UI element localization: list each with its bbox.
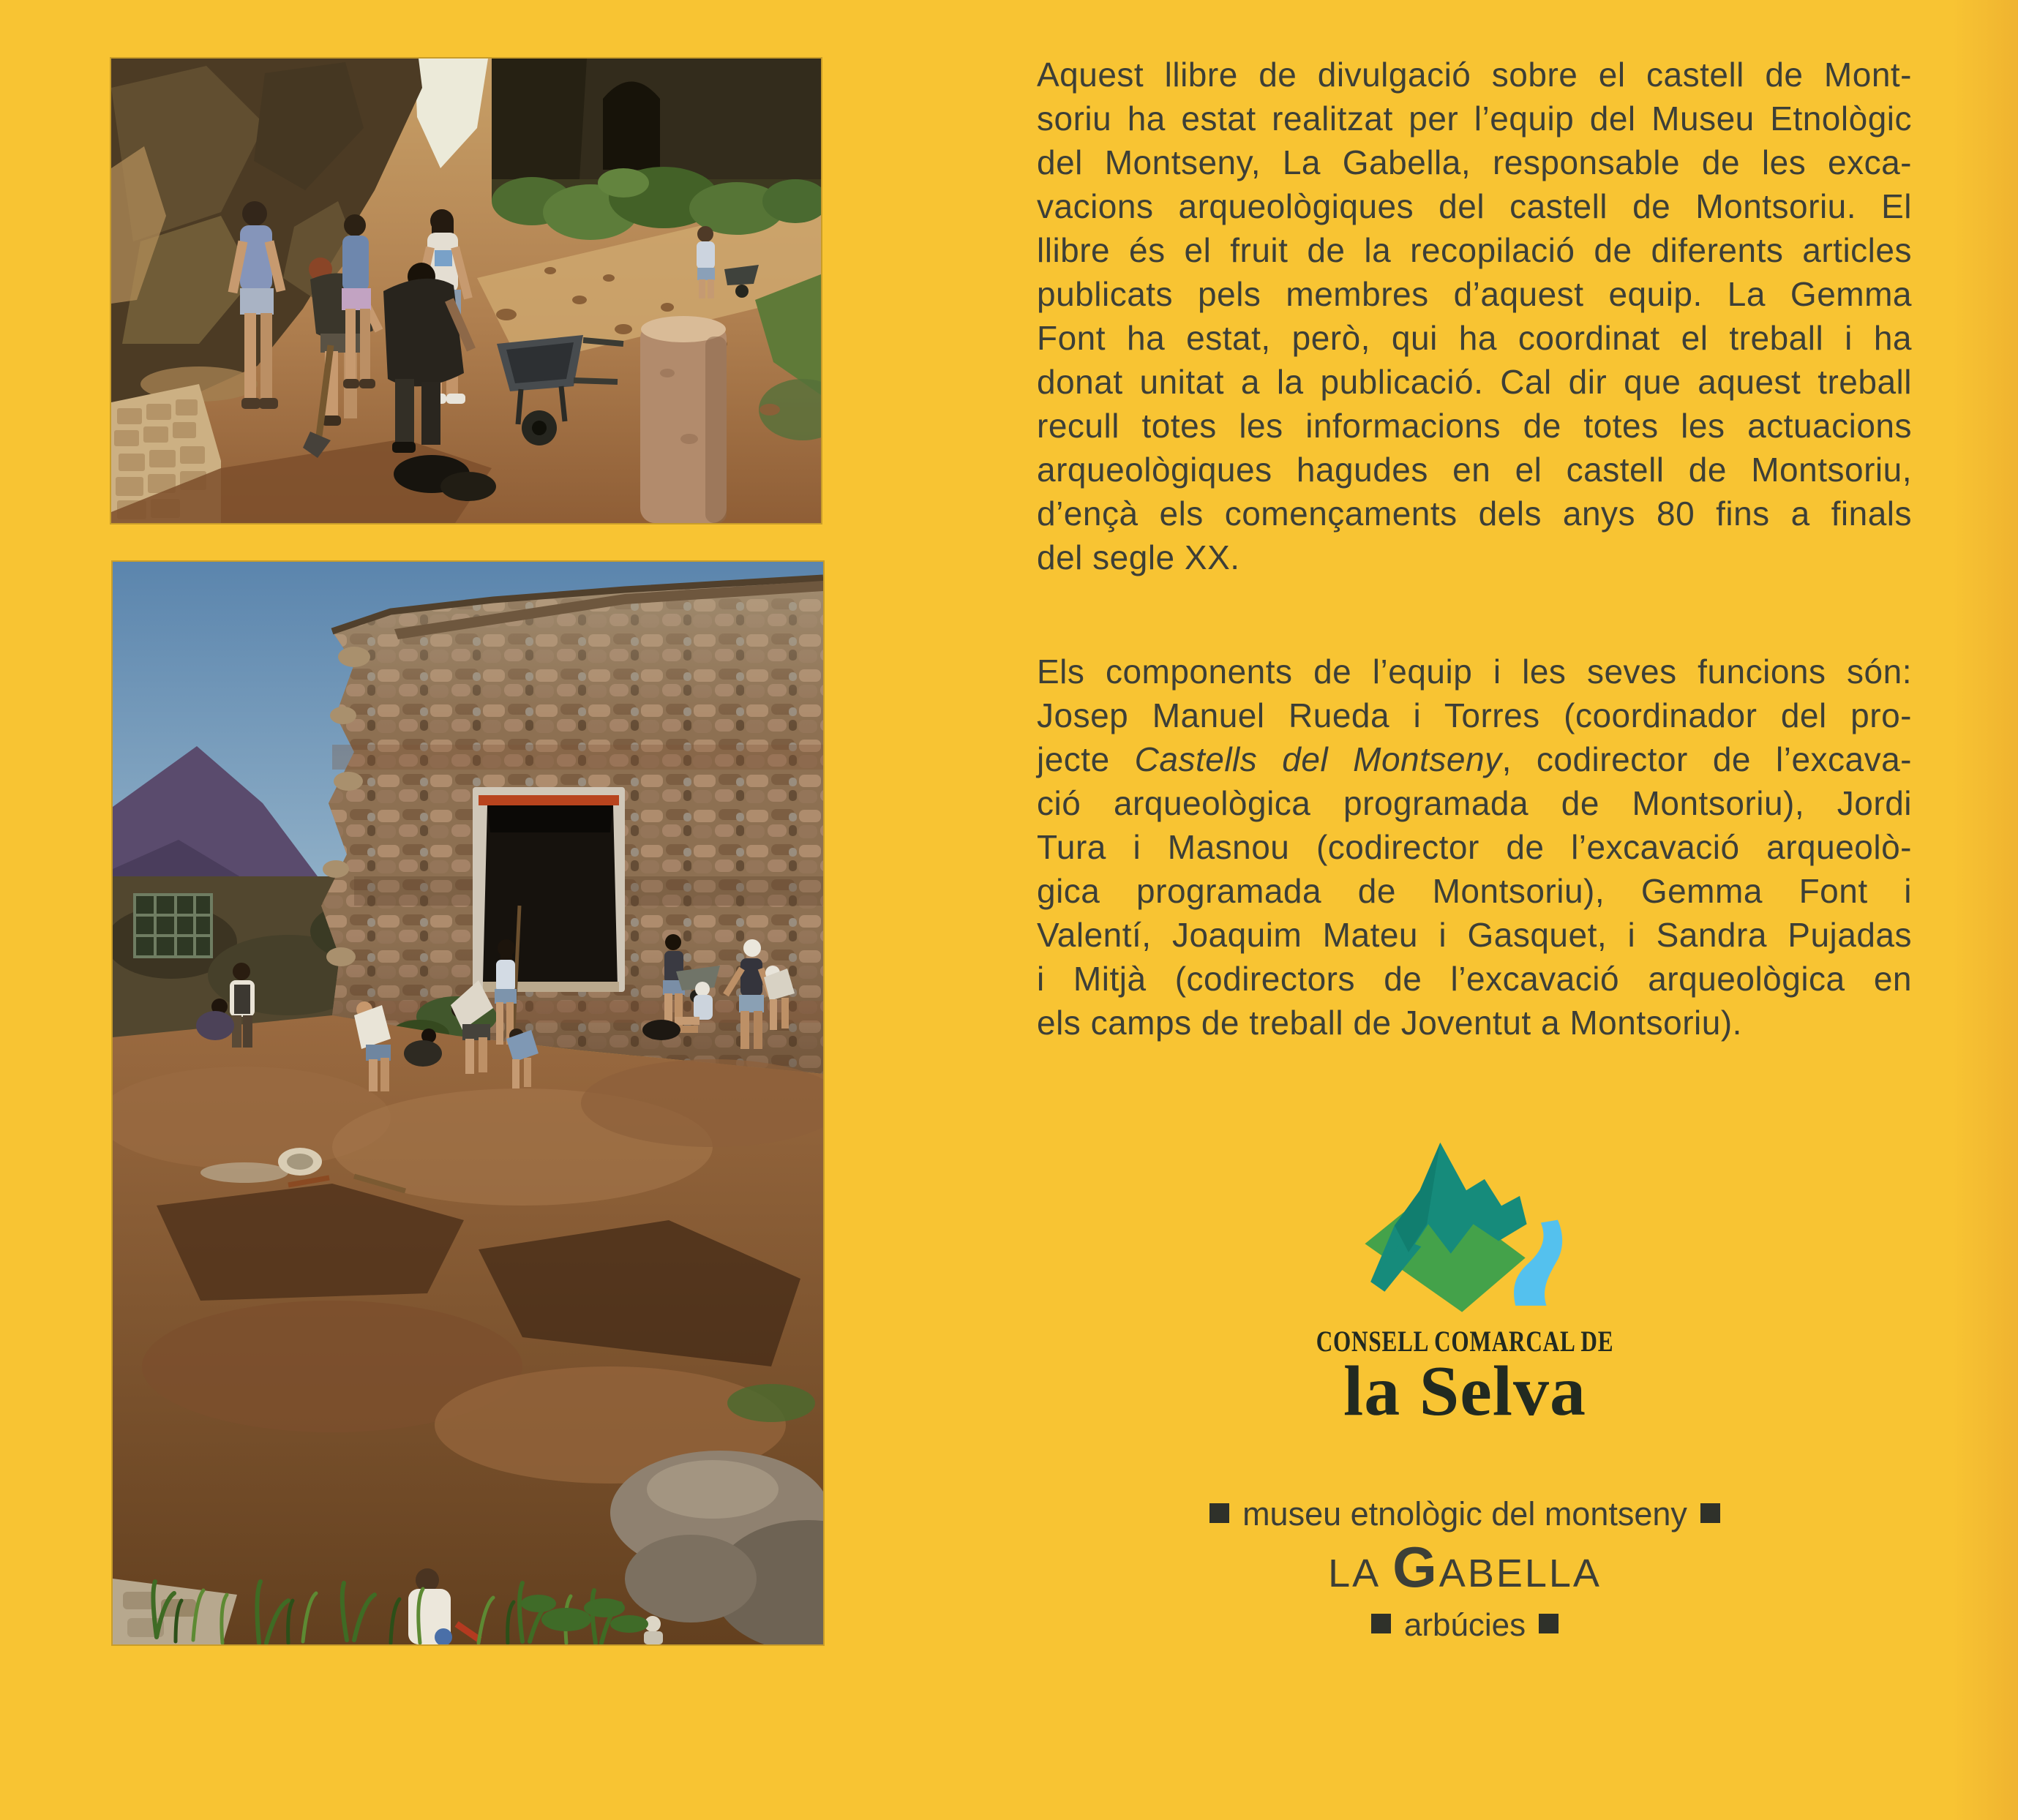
abella-text: ABELLA bbox=[1439, 1552, 1602, 1595]
text-line: recull totes les informacions de totes les actuacions bbox=[1037, 407, 1912, 445]
scan-edge-shading bbox=[1952, 0, 2018, 1820]
text-line: Tura i Masnou (codirector de l’excavació arqueolò- bbox=[1037, 828, 1912, 866]
big-g-letter: G bbox=[1392, 1535, 1439, 1599]
arch-doorway bbox=[603, 82, 660, 170]
text-line: els camps de treball de Joventut a Montsoriu). bbox=[1037, 1004, 1742, 1042]
text-line: vacions arqueològiques del castell de Montsoriu. El bbox=[1037, 187, 1912, 225]
text-line: Valentí, Joaquim Mateu i Gasquet, i Sandra Pujadas bbox=[1037, 916, 1912, 954]
museum-name-text: museu etnològic del montseny bbox=[1242, 1495, 1687, 1533]
text-line: Els components de l’equip i les seves funcions són: bbox=[1037, 653, 1912, 691]
arbucies-line bbox=[1037, 1606, 1893, 1645]
paragraph-book-description bbox=[1037, 53, 1912, 579]
dark-bag bbox=[642, 1020, 680, 1040]
text-line: jecte Castells del Montseny, codirector de l’excava- bbox=[1037, 740, 1913, 778]
text-line: soriu ha estat realitzat per l’equip del Museu Etnològic bbox=[1037, 99, 1912, 138]
text-line: Font ha estat, però, qui ha coordinat el treball i ha bbox=[1037, 319, 1912, 357]
text-line: del segle XX. bbox=[1037, 538, 1240, 576]
stone-pillar bbox=[640, 316, 727, 523]
text-line: llibre és el fruit de la recopilació de diferents articles bbox=[1037, 231, 1912, 269]
photo-excavation-path bbox=[111, 59, 821, 523]
doorway bbox=[473, 787, 625, 992]
black-square-bullet bbox=[1371, 1614, 1391, 1633]
black-square-bullet bbox=[1700, 1503, 1720, 1523]
black-square-bullet bbox=[1539, 1614, 1558, 1633]
text-line: gica programada de Montsoriu), Gemma Font i bbox=[1037, 872, 1912, 910]
museum-name-line bbox=[1037, 1495, 1893, 1533]
photo1-scene bbox=[111, 59, 821, 523]
text-line: Aquest llibre de divulgació sobre el castell de Mont- bbox=[1037, 56, 1912, 94]
red-lintel bbox=[479, 795, 619, 805]
logo-la-selva-text: la Selva bbox=[1343, 1352, 1586, 1431]
back-cover-text-column bbox=[1037, 53, 1912, 1045]
photo2-scene bbox=[113, 562, 823, 1644]
paragraph-team-credits bbox=[1037, 650, 1912, 1045]
river-icon bbox=[1514, 1220, 1562, 1306]
text-line: donat unitat a la publicació. Cal dir que aquest treball bbox=[1037, 363, 1912, 401]
la-gabella-title bbox=[1037, 1535, 1893, 1600]
museum-imprint bbox=[1037, 1495, 1893, 1645]
garden-trellis bbox=[135, 895, 211, 957]
text-line: del Montseny, La Gabella, responsable de les exca- bbox=[1037, 143, 1912, 181]
photo-castle-excavation bbox=[113, 562, 823, 1644]
text-line: d’ençà els començaments dels anys 80 fins a finals bbox=[1037, 495, 1912, 533]
la-text: LA bbox=[1328, 1552, 1381, 1595]
logo-consell-comarcal-text: CONSELL COMARCAL DE bbox=[1316, 1325, 1614, 1358]
text-line: i Mitjà (codirectors de l’excavació arqueològica en bbox=[1037, 960, 1912, 998]
black-square-bullet bbox=[1209, 1503, 1229, 1523]
text-line: Josep Manuel Rueda i Torres (coordinador del pro- bbox=[1037, 696, 1912, 734]
text-line: publicats pels membres d’aquest equip. La Gemma bbox=[1037, 275, 1912, 313]
text-line: ció arqueològica programada de Montsoriu), Jordi bbox=[1037, 784, 1912, 822]
consell-comarcal-logo bbox=[1037, 1132, 1893, 1431]
la-selva-logo-mark bbox=[1355, 1140, 1575, 1323]
arbucies-text: arbúcies bbox=[1403, 1607, 1526, 1643]
text-line: arqueològiques hagudes en el castell de Montsoriu, bbox=[1037, 451, 1912, 489]
